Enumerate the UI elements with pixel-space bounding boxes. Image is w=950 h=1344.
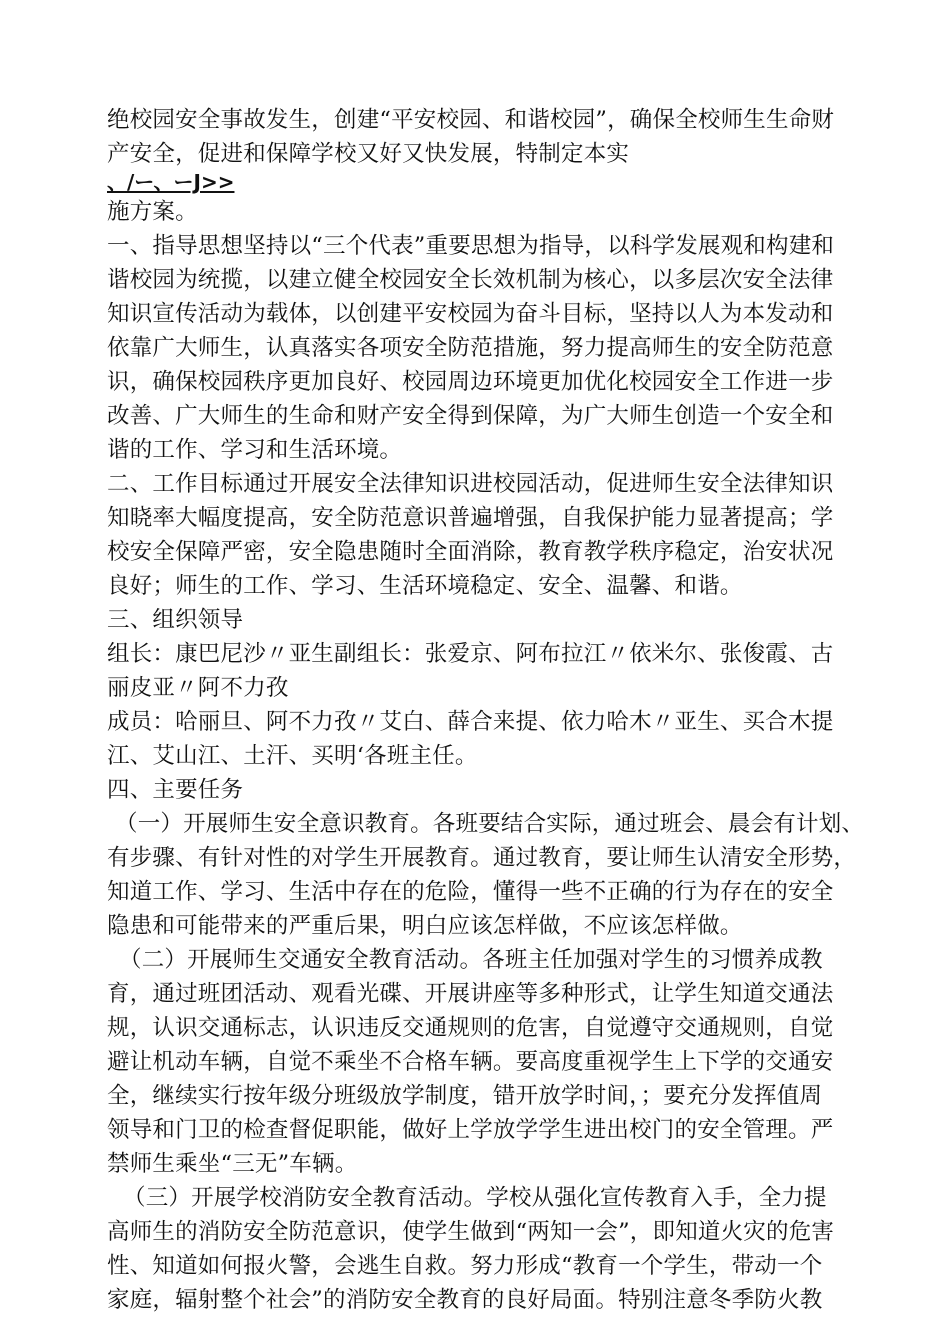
text-line: 家庭，辐射整个社会”的消防安全教育的良好局面。特别注意冬季防火教 <box>107 1287 823 1313</box>
text-line: 施方案。 <box>107 199 198 225</box>
document-page <box>107 103 867 1317</box>
subsection-fire-safety: （三）开展学校消防安全教育活动。学校从强化宣传教育入手，全力提 <box>123 1185 827 1211</box>
text-line: 组长：康巴尼沙〃亚生副组长：张爱京、阿布拉江〃依米尔、张俊霞、古 <box>107 641 834 667</box>
text-line: 知道工作、学习、生活中存在的危险，懂得一些不正确的行为存在的安全 <box>107 879 834 905</box>
text-line: 知晓率大幅度提高，安全防范意识普遍增强，自我保护能力显著提高；学 <box>107 505 834 531</box>
text-line: 有步骤、有针对性的对学生开展教育。通过教育，要让师生认清安全形势， <box>107 845 857 871</box>
text-line: 成员：哈丽旦、阿不力孜〃艾白、薛合来提、依力哈木〃亚生、买合木提 <box>107 709 834 735</box>
subsection-safety-awareness: （一）开展师生安全意识教育。各班要结合实际，通过班会、晨会有计划、 <box>115 811 865 837</box>
text-line: 知识宣传活动为载体，以创建平安校园为奋斗目标，坚持以人为本发动和 <box>107 301 834 327</box>
section-heading-work-goals: 二、工作目标通过开展安全法律知识进校园活动，促进师生安全法律知识 <box>107 471 834 497</box>
text-line: 谐的工作、学习和生活环境。 <box>107 437 403 463</box>
section-heading-guiding-ideology: 一、指导思想坚持以“三个代表”重要思想为指导，以科学发展观和构建和 <box>107 233 835 259</box>
text-line: 识，确保校园秩序更加良好、校园周边环境更加优化校园安全工作进一步 <box>107 369 834 395</box>
text-line: 产安全，促进和保障学校又好又快发展，特制定本实 <box>107 141 630 167</box>
text-line: 谐校园为统揽，以建立健全校园安全长效机制为核心，以多层次安全法律 <box>107 267 834 293</box>
text-line: 规，认识交通标志，认识违反交通规则的危害，自觉遵守交通规则，自觉 <box>107 1015 834 1041</box>
text-line: 育，通过班团活动、观看光碟、开展讲座等多种形式，让学生知道交通法 <box>107 981 834 1007</box>
text-line: 校安全保障严密，安全隐患随时全面消除，教育教学秩序稳定，治安状况 <box>107 539 834 565</box>
text-line: 良好；师生的工作、学习、生活环境稳定、安全、温馨、和谐。 <box>107 573 743 599</box>
text-line: 依靠广大师生，认真落实各项安全防范措施，努力提高师生的安全防范意 <box>107 335 834 361</box>
text-line: 全，继续实行按年级分班级放学制度，错开放学时间，；要充分发挥值周 <box>107 1083 823 1109</box>
text-line: 改善、广大师生的生命和财产安全得到保障，为广大师生创造一个安全和 <box>107 403 834 429</box>
text-line: 性、知道如何报火警，会逃生自救。努力形成“教育一个学生，带动一个 <box>107 1253 823 1279</box>
section-heading-organization: 三、组织领导 <box>107 607 244 633</box>
text-line: 绝校园安全事故发生，创建“平安校园、和谐校园”，确保全校师生生命财 <box>107 107 835 133</box>
garbled-ocr-fragment: 、/ー、ーJ>> <box>107 170 235 194</box>
text-line: 避让机动车辆，自觉不乘坐不合格车辆。要高度重视学生上下学的交通安 <box>107 1049 834 1075</box>
text-line: 江、艾山江、土汗、买明‘各班主任。 <box>107 743 478 769</box>
subsection-traffic-safety: （二）开展师生交通安全教育活动。各班主任加强对学生的习惯养成教 <box>119 947 823 973</box>
text-line: 丽皮亚〃阿不力孜 <box>107 675 289 701</box>
section-heading-main-tasks: 四、主要任务 <box>107 777 244 803</box>
text-line: 领导和门卫的检查督促职能，做好上学放学学生进出校门的安全管理。严 <box>107 1117 834 1143</box>
text-line: 高师生的消防安全防范意识，使学生做到“两知一会”，即知道火灾的危害 <box>107 1219 835 1245</box>
text-line: 隐患和可能带来的严重后果，明白应该怎样做，不应该怎样做。 <box>107 913 743 939</box>
text-line: 禁师生乘坐“三无”车辆。 <box>107 1151 358 1177</box>
